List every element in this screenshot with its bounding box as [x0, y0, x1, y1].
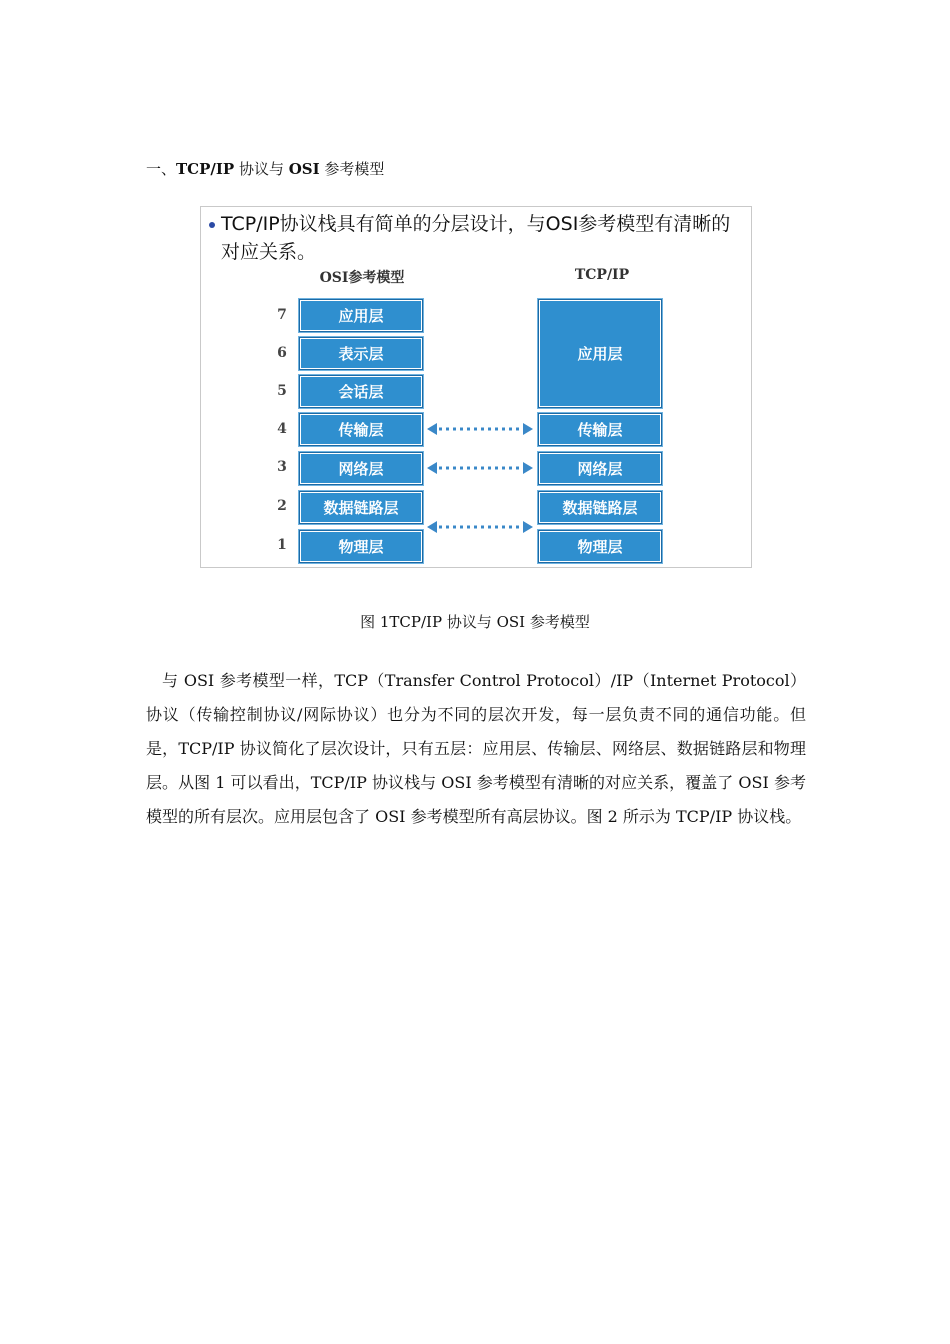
osi-application-layer: 应用层 — [298, 298, 424, 333]
osi-session-layer: 会话层 — [298, 374, 424, 409]
link-physical-correspondence-arrow-icon — [427, 521, 533, 533]
osi-layer-number: 4 — [277, 421, 287, 437]
osi-layer-number: 1 — [277, 537, 287, 553]
figure-caption: 图 1TCP/IP 协议与 OSI 参考模型 — [360, 613, 590, 631]
osi-layer-number: 2 — [277, 498, 287, 514]
osi-layer-number: 3 — [277, 459, 287, 475]
osi-layer-number: 7 — [277, 307, 287, 323]
osi-tcpip-figure — [200, 206, 752, 568]
osi-transport-layer: 传输层 — [298, 412, 424, 447]
heading-text-1: 协议与 — [234, 160, 289, 178]
heading-tcpip: TCP/IP — [176, 160, 235, 178]
tcpip-network-layer: 网络层 — [537, 451, 663, 486]
section-heading — [146, 158, 384, 180]
network-correspondence-arrow-icon — [427, 462, 533, 474]
body-paragraph: 与 OSI 参考模型一样，TCP（Transfer Control Protocol）/IP（Internet Protocol）协议（传输控制协议/网际协议）也分为不同的层次开发，每一层负责不同的通信功能。但是，TCP/IP 协议简化了层次设计，只有五层：应用层、传输层、网络层、数据链路层和物理层。从图 1 可以看出，TCP/IP 协议栈与 OSI 参考模型有清晰的对应关系，覆盖了 OSI 参考模型的所有层次。应用层包含了 OSI 参考模型所有高层协议。图 2 所示为 TCP/IP 协议栈。 — [146, 671, 806, 826]
tcpip-physical-layer: 物理层 — [537, 529, 663, 564]
osi-layer-number: 6 — [277, 345, 287, 361]
osi-column-title: OSI参考模型 — [319, 270, 405, 286]
tcpip-data-link-layer: 数据链路层 — [537, 490, 663, 525]
heading-osi: OSI — [288, 160, 320, 178]
tcpip-column-title: TCP/IP — [574, 267, 630, 283]
osi-network-layer: 网络层 — [298, 451, 424, 486]
tcpip-application-layer: 应用层 — [537, 298, 663, 409]
osi-physical-layer: 物理层 — [298, 529, 424, 564]
heading-prefix: 一、 — [146, 160, 177, 178]
bullet-dot-icon — [209, 222, 215, 228]
bullet-line-1: TCP/IP协议栈具有简单的分层设计，与OSI参考模型有清晰的 — [221, 213, 731, 235]
tcpip-transport-layer: 传输层 — [537, 412, 663, 447]
transport-correspondence-arrow-icon — [427, 423, 533, 435]
osi-presentation-layer: 表示层 — [298, 336, 424, 371]
osi-data-link-layer: 数据链路层 — [298, 490, 424, 525]
heading-text-2: 参考模型 — [319, 160, 385, 178]
osi-layer-number: 5 — [277, 383, 287, 399]
bullet-line-2: 对应关系。 — [221, 241, 317, 263]
figure-bullet-text — [209, 210, 739, 266]
